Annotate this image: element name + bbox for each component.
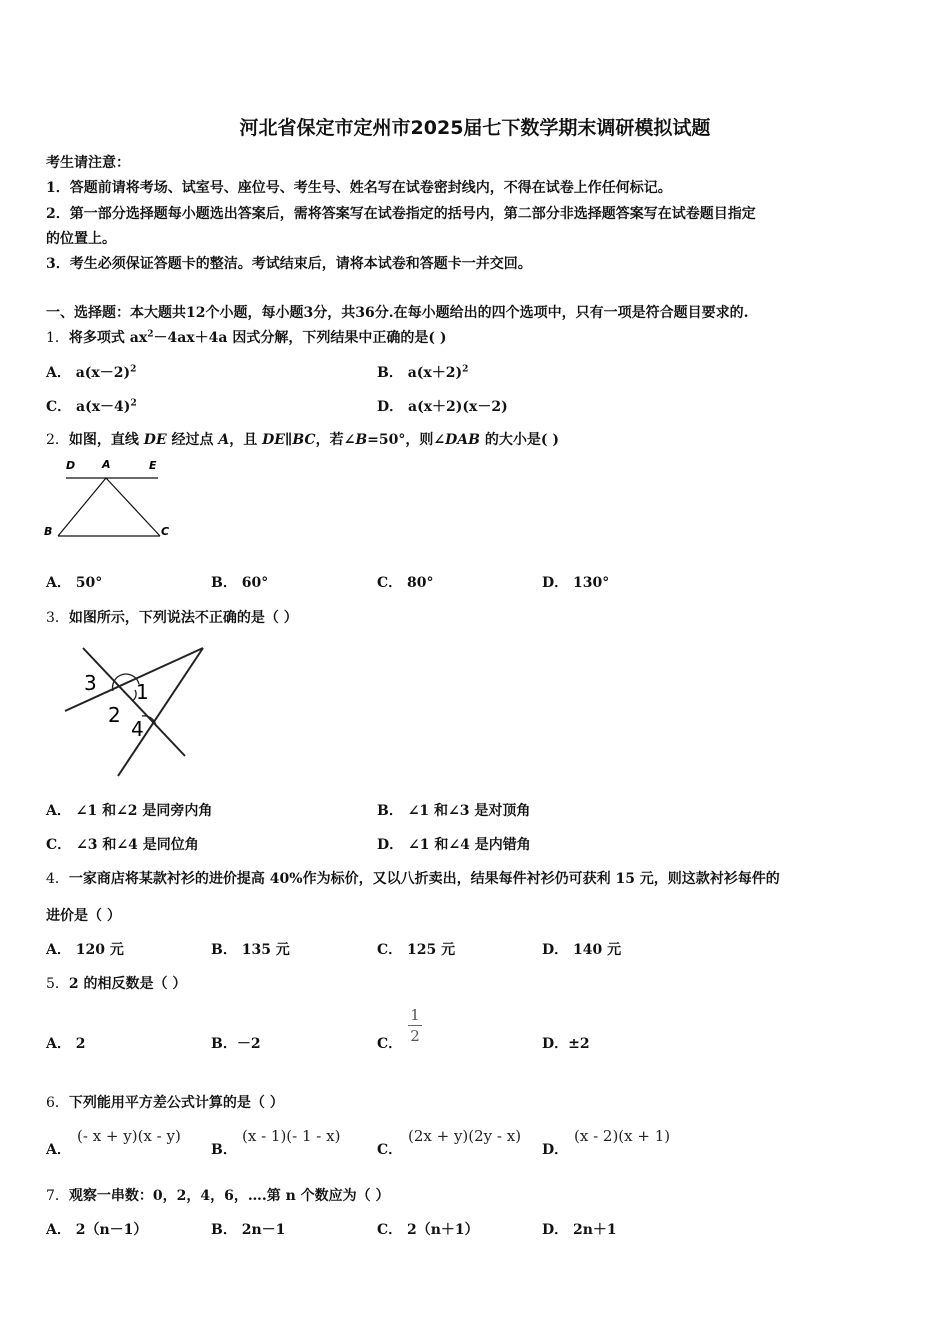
q1-option-b[interactable]	[377, 362, 468, 382]
stem-part: =50°，则∠	[367, 432, 446, 448]
q4-option-c[interactable]: C． 125 元	[377, 942, 456, 958]
question-number: 4．	[46, 871, 69, 887]
question-number: 1．	[46, 330, 69, 346]
q1-option-d[interactable]	[377, 396, 508, 416]
stem-part: DE	[143, 432, 167, 448]
q2-option-b[interactable]: B． 60°	[211, 575, 269, 591]
q2-option-c[interactable]: C． 80°	[377, 575, 434, 591]
label-2: 2	[108, 703, 121, 727]
fraction-denominator: 2	[410, 1027, 420, 1045]
q6-expression-b: (x - 1)(- 1 - x)	[242, 1127, 341, 1145]
stem-part: BC	[292, 432, 316, 448]
superscript: 2	[130, 364, 137, 375]
label-a: A	[102, 458, 111, 471]
stem-part: 如图，直线	[68, 432, 144, 448]
angles-figure	[55, 638, 215, 783]
stem-part: ∥	[284, 432, 293, 448]
triangle-figure	[40, 455, 180, 545]
q6-option-b[interactable]: B．	[211, 1142, 237, 1158]
question-3-stem	[46, 607, 298, 627]
stem-part: ，若∠	[315, 432, 356, 448]
question-number: 5．	[46, 976, 69, 992]
q3-option-b[interactable]: B． ∠1 和∠3 是对顶角	[377, 803, 531, 819]
q6-expression-a: (- x + y)(x - y)	[77, 1127, 181, 1145]
q1-option-a[interactable]	[46, 362, 136, 382]
option-text: C． a(x－4)	[46, 399, 131, 415]
label-e: E	[149, 459, 157, 472]
question-7-stem	[46, 1185, 390, 1205]
q2-option-d[interactable]: D． 130°	[542, 575, 610, 591]
q1-option-c[interactable]	[46, 396, 137, 416]
q4-option-d[interactable]: D． 140 元	[542, 942, 622, 958]
q5-option-b[interactable]: B．－2	[211, 1036, 261, 1052]
label-3: 3	[84, 671, 97, 695]
q7-option-d[interactable]: D． 2n＋1	[542, 1222, 617, 1238]
stem-part: －4ax＋4a 因式分解，下列结果中正确的是( )	[153, 330, 447, 346]
question-2-stem	[46, 429, 559, 449]
stem-part: 将多项式 ax	[68, 330, 148, 346]
question-1-stem	[46, 327, 446, 347]
notice-item-2: 2．第一部分选择题每小题选出答案后，需将答案写在试卷指定的括号内，第二部分非选择题答案写在试卷题目指定	[46, 206, 756, 222]
notice-item-1: 1．答题前请将考场、试室号、座位号、考生号、姓名写在试卷密封线内，不得在试卷上作任何标记。	[46, 180, 672, 196]
stem-part: 2 的相反数是（ ）	[68, 976, 187, 992]
superscript: 2	[130, 398, 137, 409]
q2-option-a[interactable]: A． 50°	[46, 575, 103, 591]
question-number: 7．	[46, 1188, 69, 1204]
option-text: D． a(x＋2)(x－2)	[377, 399, 508, 415]
q3-option-d[interactable]: D． ∠1 和∠4 是内错角	[377, 837, 531, 853]
label-1: 1	[136, 680, 149, 704]
stem-part: 一家商店将某款衬衫的进价提高 40%作为标价，又以八折卖出，结果每件衬衫仍可获利 15 元，则这款衬衫每件的	[68, 871, 780, 887]
q3-option-c[interactable]: C． ∠3 和∠4 是同位角	[46, 837, 199, 853]
fraction-one-half	[406, 1006, 424, 1045]
stem-part: DAB	[445, 432, 480, 448]
stem-part: 如图所示，下列说法不正确的是（ ）	[68, 610, 298, 626]
notice-item-3: 3．考生必须保证答题卡的整洁。考试结束后，请将本试卷和答题卡一并交回。	[46, 256, 532, 272]
stem-part: 的大小是( )	[479, 432, 559, 448]
stem-part: ，且	[229, 432, 263, 448]
q4-option-a[interactable]: A． 120 元	[46, 942, 124, 958]
segment-ab	[58, 478, 106, 536]
question-4-stem-cont: 进价是（ ）	[46, 908, 121, 924]
question-6-stem	[46, 1092, 284, 1112]
stem-part: A	[218, 432, 230, 448]
stem-part: 观察一串数：0，2，4，6，….第 n 个数应为（ ）	[68, 1188, 390, 1204]
label-c: C	[161, 525, 170, 538]
stem-part: DE	[262, 432, 285, 448]
q6-expression-c: (2x + y)(2y - x)	[408, 1127, 522, 1145]
stem-part: B	[355, 432, 368, 448]
question-4-stem	[46, 868, 780, 888]
question-5-stem	[46, 973, 186, 993]
q5-option-a[interactable]: A． 2	[46, 1036, 86, 1052]
q6-option-c[interactable]: C．	[377, 1142, 403, 1158]
q5-option-c[interactable]: C．	[377, 1036, 403, 1052]
label-4: 4	[131, 717, 144, 741]
option-text: B． a(x＋2)	[377, 365, 463, 381]
question-number: 6．	[46, 1095, 69, 1111]
q7-option-c[interactable]: C． 2（n＋1）	[377, 1222, 479, 1238]
notice-item-2-cont: 的位置上。	[46, 231, 116, 247]
superscript: 2	[147, 329, 154, 340]
label-d: D	[66, 459, 76, 472]
q6-option-d[interactable]: D．	[542, 1142, 569, 1158]
q4-option-b[interactable]: B． 135 元	[211, 942, 290, 958]
question-number: 2．	[46, 432, 69, 448]
option-text: A． a(x－2)	[46, 365, 131, 381]
superscript: 2	[462, 364, 469, 375]
q6-option-a[interactable]: A．	[46, 1142, 71, 1158]
stem-part: 经过点	[166, 432, 219, 448]
section-heading: 一、选择题：本大题共12个小题，每小题3分，共36分.在每小题给出的四个选项中，只有一项是符合题目要求的.	[46, 305, 749, 321]
label-b: B	[44, 525, 53, 538]
notice-heading: 考生请注意：	[46, 155, 130, 171]
question-number: 3．	[46, 610, 69, 626]
fraction-bar	[408, 1025, 422, 1026]
segment-ac	[106, 478, 160, 536]
page-title: 河北省保定市定州市2025届七下数学期末调研模拟试题	[239, 117, 711, 139]
fraction-numerator: 1	[410, 1006, 420, 1024]
stem-part: 下列能用平方差公式计算的是（ ）	[68, 1095, 284, 1111]
q7-option-a[interactable]: A． 2（n－1）	[46, 1222, 148, 1238]
q7-option-b[interactable]: B． 2n－1	[211, 1222, 286, 1238]
q6-expression-d: (x - 2)(x + 1)	[574, 1127, 671, 1145]
q3-option-a[interactable]: A． ∠1 和∠2 是同旁内角	[46, 803, 213, 819]
q5-option-d[interactable]: D．±2	[542, 1036, 590, 1052]
